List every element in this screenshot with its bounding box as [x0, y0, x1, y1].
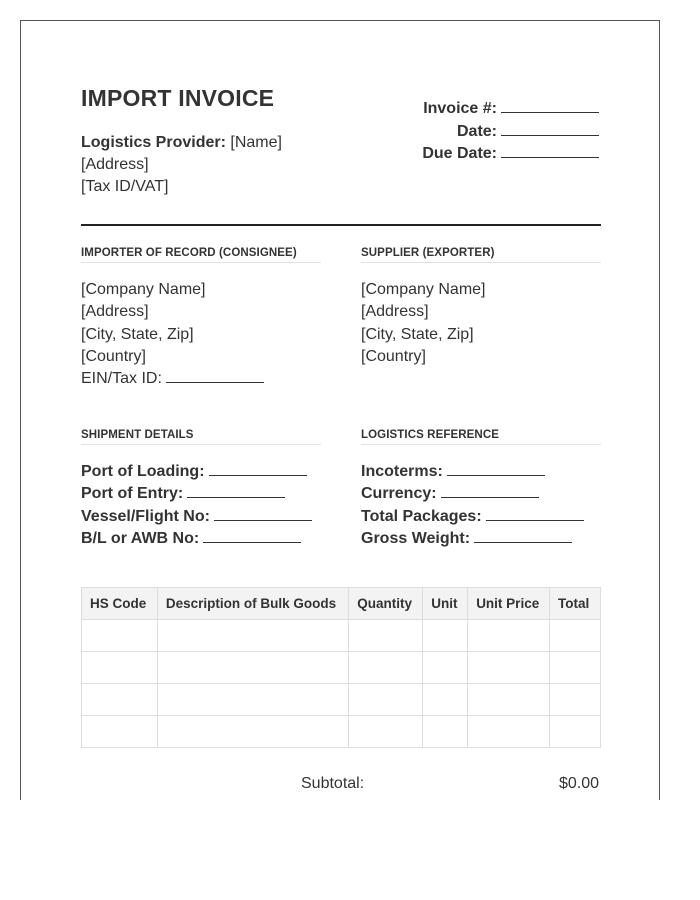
invoice-number-row: [422, 98, 599, 121]
bl-row: [81, 528, 312, 550]
weight-row: [361, 528, 584, 550]
table-header-row: [82, 588, 601, 620]
importer-block: [81, 279, 264, 390]
supplier-city: [City, State, Zip]: [361, 325, 474, 343]
table-cell[interactable]: [157, 652, 348, 684]
table-row: [82, 620, 601, 652]
due-date-label: Due Date:: [422, 145, 497, 162]
invoice-title: IMPORT INVOICE: [81, 85, 275, 111]
logistics-block: [361, 461, 584, 550]
port-entry-row: [81, 483, 312, 505]
table-cell[interactable]: [468, 620, 550, 652]
bl-field[interactable]: [203, 528, 301, 543]
importer-city: [City, State, Zip]: [81, 325, 194, 343]
supplier-address: [Address]: [361, 303, 429, 321]
table-cell[interactable]: [549, 652, 600, 684]
table-cell[interactable]: [423, 620, 468, 652]
weight-field[interactable]: [474, 528, 572, 543]
table-row: [82, 652, 601, 684]
table-cell[interactable]: [549, 684, 600, 716]
provider-label: Logistics Provider:: [81, 134, 226, 151]
importer-country: [Country]: [81, 347, 146, 365]
currency-row: [361, 483, 584, 505]
date-label: Date:: [456, 122, 497, 140]
importer-heading: IMPORTER OF RECORD (CONSIGNEE): [81, 247, 321, 263]
table-cell[interactable]: [549, 620, 600, 652]
invoice-sheet: [20, 20, 660, 800]
table-cell[interactable]: [468, 684, 550, 716]
vessel-field[interactable]: [214, 506, 312, 521]
vessel-row: [81, 506, 312, 528]
table-cell[interactable]: [423, 716, 468, 748]
table-cell[interactable]: [549, 716, 600, 748]
incoterms-field[interactable]: [447, 461, 545, 476]
table-cell[interactable]: [423, 684, 468, 716]
col-unit: Unit: [423, 588, 468, 620]
table-cell[interactable]: [349, 620, 423, 652]
importer-ein-row: [81, 368, 264, 390]
importer-ein-field[interactable]: [166, 368, 264, 383]
currency-label: Currency:: [361, 485, 437, 503]
table-row: [82, 716, 601, 748]
table-cell[interactable]: [157, 716, 348, 748]
vessel-label: Vessel/Flight No:: [81, 507, 210, 525]
header-divider: [81, 224, 601, 226]
due-date-field[interactable]: [501, 143, 599, 158]
date-field[interactable]: [501, 121, 599, 136]
provider-block: [81, 132, 282, 198]
table-cell[interactable]: [349, 652, 423, 684]
table-cell[interactable]: [82, 652, 158, 684]
logistics-heading: LOGISTICS REFERENCE: [361, 429, 601, 445]
port-loading-label: Port of Loading:: [81, 463, 205, 480]
table-cell[interactable]: [349, 684, 423, 716]
invoice-meta: [422, 98, 599, 166]
port-entry-label: Port of Entry:: [81, 485, 184, 503]
subtotal-label: Subtotal:: [301, 775, 365, 792]
col-quantity: Quantity: [349, 588, 423, 620]
supplier-heading: SUPPLIER (EXPORTER): [361, 247, 601, 263]
table-cell[interactable]: [82, 684, 158, 716]
table-cell[interactable]: [468, 652, 550, 684]
weight-label: Gross Weight:: [361, 529, 471, 547]
packages-label: Total Packages:: [361, 507, 482, 525]
col-total: Total: [549, 588, 600, 620]
incoterms-row: [361, 461, 584, 483]
col-unit-price: Unit Price: [468, 588, 550, 620]
table-cell[interactable]: [82, 620, 158, 652]
items-table: [81, 587, 601, 748]
supplier-block: [361, 279, 486, 368]
shipment-heading: SHIPMENT DETAILS: [81, 429, 321, 445]
table-cell[interactable]: [468, 716, 550, 748]
provider-address: [Address]: [81, 156, 149, 173]
invoice-number-label: Invoice #:: [423, 100, 497, 117]
port-loading-field[interactable]: [209, 461, 307, 476]
incoterms-label: Incoterms:: [361, 463, 443, 480]
supplier-company: [Company Name]: [361, 281, 486, 298]
importer-address: [Address]: [81, 303, 149, 321]
table-cell[interactable]: [349, 716, 423, 748]
provider-tax-id: [Tax ID/VAT]: [81, 178, 169, 195]
currency-field[interactable]: [441, 483, 539, 498]
table-cell[interactable]: [423, 652, 468, 684]
port-entry-field[interactable]: [187, 483, 285, 498]
importer-ein-label: EIN/Tax ID:: [81, 370, 162, 388]
subtotal-value: $0.00: [558, 775, 599, 792]
provider-name: [Name]: [230, 134, 282, 151]
invoice-number-field[interactable]: [501, 98, 599, 113]
supplier-country: [Country]: [361, 347, 426, 365]
due-date-row: [422, 143, 599, 166]
table-cell[interactable]: [157, 620, 348, 652]
port-loading-row: [81, 461, 312, 483]
bl-label: B/L or AWB No:: [81, 529, 200, 547]
importer-company: [Company Name]: [81, 281, 206, 298]
packages-row: [361, 506, 584, 528]
shipment-block: [81, 461, 312, 550]
date-row: [422, 121, 599, 144]
col-hs-code: HS Code: [82, 588, 158, 620]
table-cell[interactable]: [82, 716, 158, 748]
table-row: [82, 684, 601, 716]
col-description: Description of Bulk Goods: [157, 588, 348, 620]
provider-name-line: [81, 132, 282, 154]
table-cell[interactable]: [157, 684, 348, 716]
packages-field[interactable]: [486, 506, 584, 521]
